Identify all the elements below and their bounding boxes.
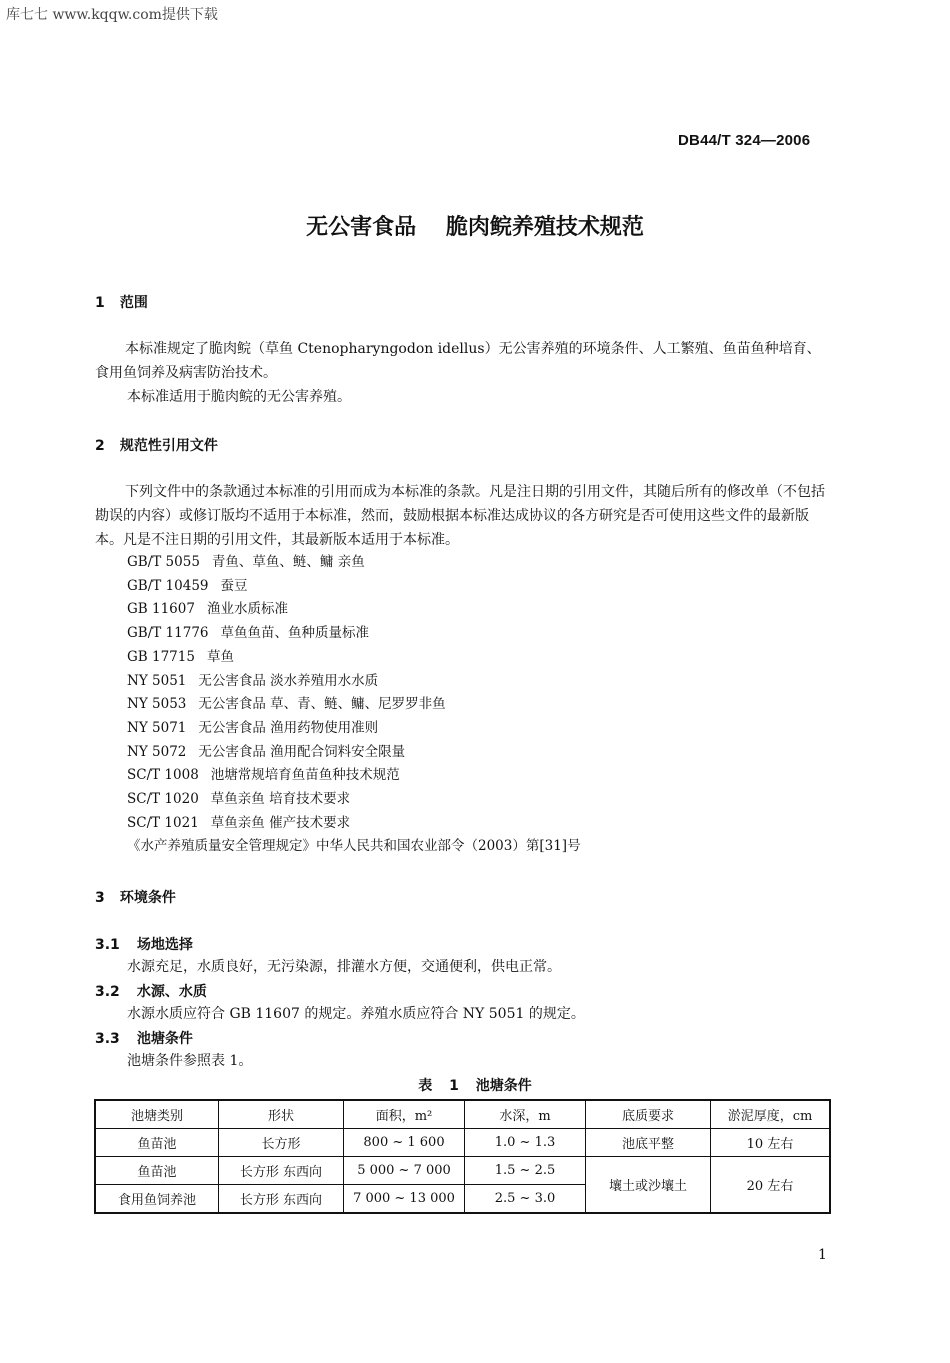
reference-item xyxy=(127,598,581,622)
column-header: 形状 xyxy=(219,1100,344,1129)
reference-code: SC/T 1020 xyxy=(127,791,199,808)
reference-title: 草鱼 xyxy=(206,648,234,665)
table-cell: 10 左右 xyxy=(711,1129,831,1157)
column-header: 池塘类别 xyxy=(95,1100,219,1129)
table-cell: 5 000 ~ 7 000 xyxy=(344,1157,465,1185)
section-title: 环境条件 xyxy=(119,890,176,906)
section-number: 3 xyxy=(95,890,105,906)
reference-item xyxy=(127,741,581,765)
subsection-title: 场地选择 xyxy=(136,937,193,953)
reference-title: 草鱼鱼苗、鱼种质量标准 xyxy=(220,625,369,642)
pond-conditions-table xyxy=(94,1099,831,1214)
reference-code: GB 11607 xyxy=(127,601,195,618)
table-cell-merged: 壤土或沙壤土 xyxy=(586,1157,711,1214)
reference-title: 无公害食品 渔用药物使用准则 xyxy=(198,719,379,736)
subsection-3-1-text: 水源充足，水质良好，无污染源，排灌水方便，交通便利，供电正常。 xyxy=(127,959,561,975)
table-cell: 7 000 ~ 13 000 xyxy=(344,1185,465,1214)
reference-title: 青鱼、草鱼、鲢、鳙 亲鱼 xyxy=(211,554,365,570)
subsection-3-2-heading xyxy=(95,981,207,1001)
table-cell: 1.5 ~ 2.5 xyxy=(465,1157,586,1185)
reference-item xyxy=(127,670,581,694)
reference-list xyxy=(127,551,581,859)
subsection-title: 池塘条件 xyxy=(136,1031,193,1047)
table-cell: 长方形 xyxy=(219,1129,344,1157)
page-number: 1 xyxy=(818,1247,827,1263)
reference-title: 无公害食品 草、青、鲢、鳙、尼罗罗非鱼 xyxy=(198,696,446,713)
reference-code: GB 17715 xyxy=(127,648,195,665)
subsection-number: 3.2 xyxy=(95,984,120,1000)
table-cell: 食用鱼饲养池 xyxy=(95,1185,219,1214)
table-cell: 长方形 东西向 xyxy=(219,1157,344,1185)
reference-item xyxy=(127,646,581,670)
reference-title: 无公害食品 渔用配合饲料安全限量 xyxy=(198,743,406,760)
section-1-paragraph-1: 本标准规定了脆肉鲩（草鱼 Ctenopharyngodon idellus）无公害养殖的环境条件、人工繁殖、鱼苗鱼种培育、食用鱼饲养及病害防治技术。 xyxy=(95,341,821,381)
document-number: DB44/T 324—2006 xyxy=(678,132,811,149)
section-2-paragraph-1: 下列文件中的条款通过本标准的引用而成为本标准的条款。凡是注日期的引用文件，其随后所有的修改单（不包括勘误的内容）或修订版均不适用于本标准，然而，鼓励根据本标准达成协议的各方研究是否可使用这些文件的最新版本。凡是不注日期的引用文件，其最新版本适用于本标准。 xyxy=(95,484,825,548)
reference-title: 无公害食品 淡水养殖用水水质 xyxy=(198,672,379,689)
reference-item xyxy=(127,764,581,788)
table-row xyxy=(95,1157,830,1185)
reference-item xyxy=(127,551,581,575)
section-3-heading xyxy=(95,887,176,907)
table-cell-merged: 20 左右 xyxy=(711,1157,831,1214)
reference-code: GB/T 5055 xyxy=(127,554,200,570)
section-number: 2 xyxy=(95,438,105,454)
section-2-heading xyxy=(95,435,218,455)
table-cell: 1.0 ~ 1.3 xyxy=(465,1129,586,1157)
table-cell: 鱼苗池 xyxy=(95,1129,219,1157)
reference-title: 蚕豆 xyxy=(220,577,248,594)
column-header: 水深，m xyxy=(465,1100,586,1129)
reference-code: NY 5072 xyxy=(127,743,187,760)
table-caption: 表 1 池塘条件 xyxy=(418,1078,532,1094)
subsection-number: 3.3 xyxy=(95,1031,120,1047)
reference-item xyxy=(127,622,581,646)
table-header-row xyxy=(95,1100,830,1129)
section-title: 范围 xyxy=(119,295,148,311)
reference-item-last: 《水产养殖质量安全管理规定》中华人民共和国农业部令（2003）第[31]号 xyxy=(127,838,581,855)
reference-title: 渔业水质标准 xyxy=(206,601,288,618)
table-cell: 池底平整 xyxy=(586,1129,711,1157)
reference-item xyxy=(127,693,581,717)
table-row xyxy=(95,1129,830,1157)
table-cell: 长方形 东西向 xyxy=(219,1185,344,1214)
reference-item xyxy=(127,788,581,812)
section-number: 1 xyxy=(95,295,105,311)
subsection-3-3-heading xyxy=(95,1028,193,1048)
reference-code: SC/T 1008 xyxy=(127,767,199,784)
column-header: 淤泥厚度，cm xyxy=(711,1100,831,1129)
page-title: 无公害食品 脆肉鲩养殖技术规范 xyxy=(306,215,644,240)
reference-item xyxy=(127,575,581,599)
column-header: 面积，m² xyxy=(344,1100,465,1129)
subsection-3-2-text: 水源水质应符合 GB 11607 的规定。养殖水质应符合 NY 5051 的规定。 xyxy=(127,1006,585,1022)
subsection-title: 水源、水质 xyxy=(136,984,207,1000)
reference-title: 池塘常规培育鱼苗鱼种技术规范 xyxy=(210,767,400,784)
subsection-3-1-heading xyxy=(95,934,193,954)
table-cell: 800 ~ 1 600 xyxy=(344,1129,465,1157)
reference-title: 草鱼亲鱼 催产技术要求 xyxy=(210,814,351,831)
subsection-number: 3.1 xyxy=(95,937,120,953)
table-cell: 2.5 ~ 3.0 xyxy=(465,1185,586,1214)
subsection-3-3-text: 池塘条件参照表 1。 xyxy=(127,1053,253,1069)
section-1-paragraph-2: 本标准适用于脆肉鲩的无公害养殖。 xyxy=(127,389,351,405)
reference-code: GB/T 10459 xyxy=(127,577,209,594)
reference-code: NY 5053 xyxy=(127,696,187,713)
watermark: 库七七 www.kqqw.com提供下载 xyxy=(6,7,218,23)
table-cell: 鱼苗池 xyxy=(95,1157,219,1185)
reference-item xyxy=(127,812,581,836)
reference-code: SC/T 1021 xyxy=(127,814,199,831)
reference-item xyxy=(127,717,581,741)
section-title: 规范性引用文件 xyxy=(119,438,218,454)
reference-title: 草鱼亲鱼 培育技术要求 xyxy=(210,791,351,808)
column-header: 底质要求 xyxy=(586,1100,711,1129)
section-1-heading xyxy=(95,292,148,312)
reference-code: GB/T 11776 xyxy=(127,625,209,642)
reference-code: NY 5051 xyxy=(127,672,187,689)
reference-code: NY 5071 xyxy=(127,719,187,736)
